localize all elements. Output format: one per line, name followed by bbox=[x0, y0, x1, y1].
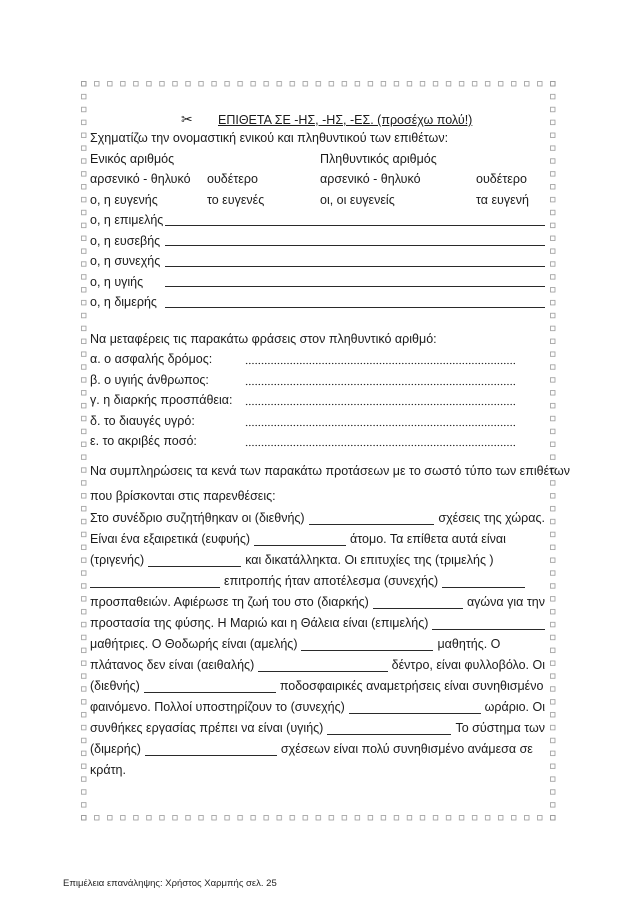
column-label: αρσενικό - θηλυκό bbox=[320, 172, 421, 186]
answer-line bbox=[165, 251, 545, 267]
sentence-line bbox=[90, 529, 545, 550]
answer-line bbox=[165, 210, 545, 226]
exercise-3-text bbox=[90, 508, 545, 781]
dotted-answer-line bbox=[245, 444, 515, 447]
sentence-text: κράτη. bbox=[90, 763, 126, 777]
adjective-label: ο, η συνεχής bbox=[90, 254, 161, 268]
border-left-column bbox=[81, 81, 87, 821]
sentence-text: Είναι ένα εξαιρετικά (ευφυής) bbox=[90, 532, 251, 546]
adjective-label: ο, η διμερής bbox=[90, 295, 157, 309]
sentence-text: προσπαθειών. Αφιέρωσε τη ζωή του στο (διαρκής) bbox=[90, 595, 369, 609]
sentence-text: προστασία της φύσης. Η Μαριώ και η Θάλεια είναι (επιμελής) bbox=[90, 616, 429, 630]
exercise-1-instruction bbox=[90, 128, 545, 149]
phrase-row bbox=[90, 370, 545, 390]
sentence-text: αγώνα για την bbox=[466, 595, 545, 609]
number-headers bbox=[90, 149, 545, 170]
sentence-line bbox=[90, 634, 545, 655]
sentence-line bbox=[90, 718, 545, 739]
answer-blank bbox=[144, 676, 276, 693]
sentence-text: μαθήτριες. Ο Θοδωρής είναι (αμελής) bbox=[90, 637, 298, 651]
adjective-label: ο, η επιμελής bbox=[90, 213, 164, 227]
adjective-row bbox=[90, 210, 545, 231]
sentence-text: και δικατάλληκτα. Οι επιτυχίες της (τριμελής ) bbox=[245, 553, 494, 567]
phrase-row bbox=[90, 349, 545, 369]
phrase-label: β. ο υγιής άνθρωπος: bbox=[90, 372, 209, 387]
title-text: ΕΠΙΘΕΤΑ ΣΕ -ΗΣ, -ΗΣ, -ΕΣ. (προσέχω πολύ!) bbox=[218, 113, 473, 127]
answer-blank bbox=[148, 550, 241, 567]
answer-blank bbox=[349, 697, 481, 714]
exercise-2 bbox=[90, 329, 545, 451]
sentence-text: Στο συνέδριο συζητήθηκαν οι (διεθνής) bbox=[90, 511, 305, 525]
border-top-row bbox=[81, 81, 556, 87]
plural-header: Πληθυντικός αριθμός bbox=[320, 151, 437, 166]
sentence-text: ποδοσφαιρικές αναμετρήσεις είναι συνηθισμένο bbox=[279, 679, 544, 693]
example-cell: ο, η ευγενής bbox=[90, 192, 158, 207]
answer-blank bbox=[258, 655, 387, 672]
answer-blank bbox=[145, 739, 277, 756]
answer-blank bbox=[327, 718, 451, 735]
column-label: ουδέτερο bbox=[207, 172, 258, 186]
phrase-row bbox=[90, 390, 545, 410]
scissors-icon: ✂ bbox=[181, 112, 193, 128]
answer-line bbox=[165, 292, 545, 308]
instruction-text: Σχηματίζω την ονομαστική ενικού και πληθυντικού των επιθέτων: bbox=[90, 131, 449, 145]
adjective-label: ο, η υγιής bbox=[90, 274, 144, 289]
column-label: ουδέτερο bbox=[476, 172, 527, 186]
answer-blank bbox=[301, 634, 433, 651]
sentence-text: σχέσεις της χώρας. bbox=[438, 511, 545, 525]
sentence-line bbox=[90, 508, 545, 529]
answer-blank bbox=[373, 592, 463, 609]
sentence-text: Το σύστημα των bbox=[455, 721, 545, 735]
sentence-text: άτομο. Τα επίθετα αυτά είναι bbox=[350, 532, 506, 546]
sentence-line bbox=[90, 571, 545, 592]
sentence-line bbox=[90, 739, 545, 760]
sentence-text: (διμερής) bbox=[90, 742, 141, 756]
exercise-3-instruction-line: που βρίσκονται στις παρενθέσεις: bbox=[90, 489, 276, 503]
answer-blank bbox=[90, 571, 220, 588]
phrase-label: δ. το διαυγές υγρό: bbox=[90, 413, 195, 428]
dotted-answer-line bbox=[245, 403, 515, 406]
phrase-label: α. ο ασφαλής δρόμος: bbox=[90, 352, 213, 367]
answer-line bbox=[165, 272, 545, 288]
phrase-label: γ. η διαρκής προσπάθεια: bbox=[90, 393, 233, 408]
sentence-text: μαθητής. Ο bbox=[437, 637, 501, 651]
sentence-text: συνθήκες εργασίας πρέπει να είναι (υγιής) bbox=[90, 721, 324, 735]
phrase-row bbox=[90, 431, 545, 451]
adjective-row bbox=[90, 231, 545, 252]
sentence-line bbox=[90, 613, 545, 634]
adjective-label: ο, η ευσεβής bbox=[90, 233, 161, 248]
example-cell: τα ευγενή bbox=[476, 192, 529, 207]
instruction-text: Να μεταφέρεις τις παρακάτω φράσεις στον πληθυντικό αριθμό: bbox=[90, 332, 437, 346]
sentence-line bbox=[90, 550, 545, 571]
answer-blank bbox=[254, 529, 346, 546]
sentence-line bbox=[90, 592, 545, 613]
phrase-label: ε. το ακριβές ποσό: bbox=[90, 433, 197, 448]
border-bottom-row bbox=[81, 815, 556, 821]
exercise-1 bbox=[90, 128, 545, 313]
sentence-text: δέντρο, είναι φυλλοβόλο. Οι bbox=[391, 658, 545, 672]
exercise-2-instruction bbox=[90, 329, 545, 349]
dotted-answer-line bbox=[245, 424, 515, 427]
sentence-line bbox=[90, 760, 545, 781]
gender-column-labels bbox=[90, 169, 545, 190]
adjective-row bbox=[90, 292, 545, 313]
adjective-row bbox=[90, 251, 545, 272]
sentence-text: (διεθνής) bbox=[90, 679, 140, 693]
example-cell: οι, οι ευγενείς bbox=[320, 192, 395, 207]
sentence-text: ωράριο. Οι bbox=[484, 700, 545, 714]
page-footer: Επιμέλεια επανάληψης: Χρήστος Χαρμπής σελ. 25 bbox=[63, 878, 277, 889]
answer-blank bbox=[309, 508, 435, 525]
sentence-text: πλάτανος δεν είναι (αειθαλής) bbox=[90, 658, 255, 672]
phrase-row bbox=[90, 411, 545, 431]
sentence-line bbox=[90, 676, 545, 697]
adjective-row bbox=[90, 272, 545, 293]
exercise-3-instruction-line: Να συμπληρώσεις τα κενά των παρακάτω προτάσεων με το σωστό τύπο των επιθέτων bbox=[90, 464, 570, 478]
sentence-text: (τριγενής) bbox=[90, 553, 145, 567]
border-right-column bbox=[550, 81, 556, 821]
example-row bbox=[90, 190, 545, 211]
answer-blank bbox=[442, 571, 525, 588]
sentence-line bbox=[90, 655, 545, 676]
worksheet-title bbox=[181, 110, 472, 130]
answer-blank bbox=[432, 613, 545, 630]
dotted-answer-line bbox=[245, 383, 515, 386]
example-cell: το ευγενές bbox=[207, 192, 265, 207]
dotted-answer-line bbox=[245, 362, 515, 365]
singular-header: Ενικός αριθμός bbox=[90, 151, 175, 166]
sentence-line bbox=[90, 697, 545, 718]
column-label: αρσενικό - θηλυκό bbox=[90, 172, 191, 186]
sentence-text: φαινόμενο. Πολλοί υποστηρίζουν το (συνεχής) bbox=[90, 700, 345, 714]
sentence-text: επιτροπής ήταν αποτέλεσμα (συνεχής) bbox=[224, 574, 439, 588]
answer-line bbox=[165, 231, 545, 247]
sentence-text: σχέσεων είναι πολύ συνηθισμένο ανάμεσα σε bbox=[280, 742, 533, 756]
